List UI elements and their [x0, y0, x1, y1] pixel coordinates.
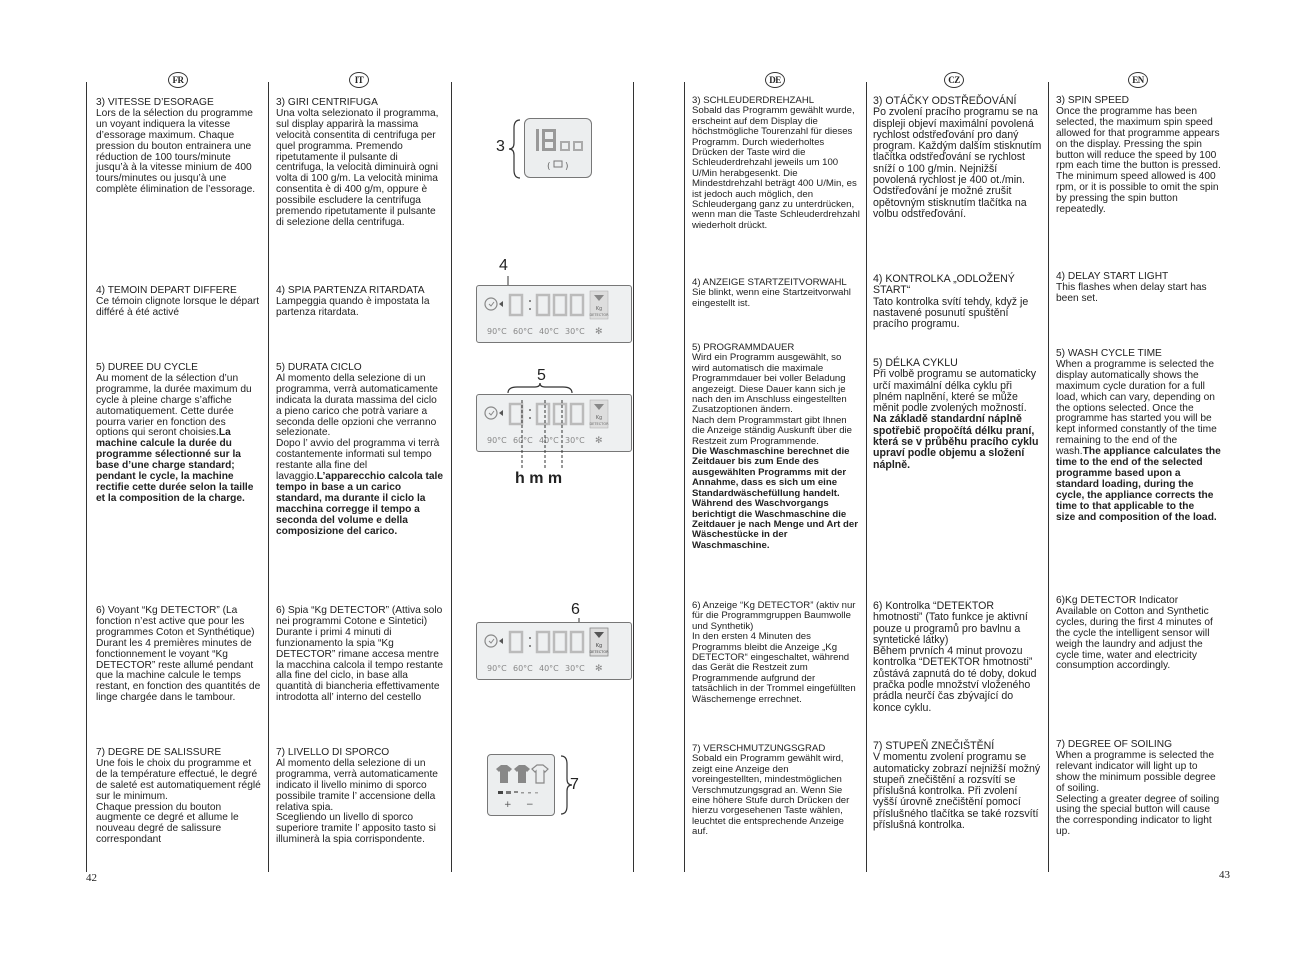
en-kg-detector: 6)Kg DETECTOR Indicator Available on Cotton and Synthetic cycles, during the first 4 minutes of the cycle the intelligent sensor will weigh the laundry and adjust the cycle time, water and electricity consumption accordingly.: [1056, 595, 1213, 672]
kg-text: Kg: [595, 306, 603, 312]
it-cycle-time-bold: L’apparecchio calcola tale tempo in base a un carico standard, ma durante il ciclo la macchina corregge il tempo a seconda del volume e della composizione del carico.: [276, 471, 444, 537]
detector-text: DETECTOR: [589, 422, 609, 426]
fr-soiling: 7) DEGRE DE SALISSURE Une fois le choix du programme et de la température effectué, le degré de saleté est automatiquement réglé sur le minimum. Chaque pression du bouton augmente ce degré et allume le nouveau degré de salissure correspondant: [96, 747, 261, 846]
fr-kg-detector: 6) Voyant “Kg DETECTOR” (La fonction n’est active que pour les programmes Coton et Synthétique) Durant les 4 premières minutes de fonctionnement le voyant “Kg DETECTOR” reste allumé pendant que la machine calcule le temps restant, en fonction des quantités de linge chargée dans le tambour.: [96, 605, 261, 704]
cz-spin-speed: 3) OTÁČKY ODSTŘEĎOVÁNÍ Po zvolení pracího programu se na displeji objeví maximální povolená rychlost odstřeďování pro daný program. Každým dalším stisknutím tlačítka odstřeďování se rychlost sníží o 100 g/min. Nejnižší povolená rychlost je 400 ot./min. Odstřeďování je možné zrušit opětovným stisknutím tlačítka na volbu odstřeďování.: [873, 95, 1042, 220]
en-cycle-time-text: 5) WASH CYCLE TIME When a programme is selected the display automatically shows the maximum cycle duration for a full load, which can vary, depending on the options selected. Once the programme has started you will be kept informed constantly of the time remaining to the end of the wash.: [1056, 348, 1217, 458]
temp-40: 40°C: [539, 436, 559, 445]
minus-text: −: [526, 800, 534, 810]
cz-cycle-time-bold: Na základě standardní náplně spotřebič propočítá délku praní, která se v průběhu pracího cyklu upraví podle objemu a složení náplně.: [873, 413, 1039, 471]
cz-soiling: 7) STUPEŇ ZNEČIŠTĚNÍ V momentu zvolení programu se automaticky zobrazí nejnižší možný stupeň znečištění a rozsvítí se příslušná kontrolka. Při zvolení vyšší úrovně znečištění pomocí příslušného tlačítka se také rozsvítí příslušná kontrolka.: [873, 740, 1041, 832]
kg-text: Kg: [595, 415, 603, 421]
en-spin-speed: 3) SPIN SPEED Once the programme has been selected, the maximum spin speed allowed for that programme appears on the display. Pressing the spin button will reduce the speed by 100 rpm each time the button is pressed. The minimum speed allowed is 400 rpm, or it is possible to omit the spin by pressing the spin button repeatedly.: [1056, 95, 1221, 216]
display-panel-4: [476, 285, 632, 343]
temp-40: 40°C: [539, 664, 559, 673]
cz-cycle-time-text: 5) DÉLKA CYKLU Při volbě programu se automaticky určí maximální délka cyklu při plném naplnění, které se může měnit podle zvolených možností.: [873, 357, 1037, 415]
svg-text:✻: ✻: [595, 327, 603, 337]
en-cycle-time-bold: The appliance calculates the time to the end of the selected programme based upon a standard loading, during the cycle, the appliance corrects the time to that applicable to the size and composition of the load.: [1056, 446, 1221, 523]
label-7: 7: [570, 776, 579, 793]
de-spin-speed: 3) SCHLEUDERDREHZAHL Sobald das Programm gewählt wurde, erscheint auf dem Display die höchstmögliche Tourenzahl für dieses Programm. Durch wiederholtes Drücken der Taste wird die Schleuderdrehzahl jeweils um 100 U/Min herabgesenkt. Die Mindestdrehzahl beträgt 400 U/Min, es ist jedoch auch möglich, den Schleudergang ganz zu unterdrücken, wenn man die Taste Schleuderdrehzahl wiederholt drückt.: [692, 95, 860, 231]
cz-kg-detector: 6) Kontrolka “DETEKTOR hmotnosti” (Tato funkce je aktivní pouze u programů pro bavlnu a syntetické látky) Během prvních 4 minut provozu kontrolka “DETEKTOR hmotnosti” zůstává zapnutá do té doby, dokud pračka podle množství vloženého prádla neurčí čas zbývající do konce cyklu.: [873, 600, 1037, 714]
display-4-icon: [477, 286, 633, 344]
svg-text:✻: ✻: [595, 436, 603, 446]
column-divider: [684, 82, 685, 872]
page-number-left: 42: [86, 872, 97, 884]
hmm-pointers: [515, 400, 575, 468]
temp-30: 30°C: [565, 436, 585, 445]
it-cycle-time-text: 5) DURATA CICLO Al momento della selezione di un programma, verrà automaticamente indicata la durata massima del ciclo a pieno carico che potrà variare a seconda delle opzioni che verranno selezionate. Dopo l’ avvio del programma vi terrà costantemente informati sul tempo restante alla fine del lavaggio.: [276, 362, 440, 483]
en-cycle-time: [1056, 349, 1224, 524]
brace-5: [507, 382, 573, 394]
de-badge: DE: [765, 72, 785, 88]
display-6-icon: [477, 623, 633, 681]
it-cycle-time: [276, 363, 444, 538]
label-3: 3: [496, 138, 505, 155]
temp-40: 40°C: [539, 327, 559, 336]
de-cycle-time-text: 5) PROGRAMMDAUER Wird ein Programm ausgewählt, so wird automatisch die maximale Programmdauer bei voller Beladung angezeigt. Diese Dauer kann sich je nach den im Anschluss eingestellten Zusatzoptionen ändern. Nach dem Programmstart gibt Ihnen die Anzeige ständig Auskunft über die Restzeit zum Programmende.: [692, 342, 853, 447]
column-divider: [268, 82, 269, 872]
en-soiling: 7) DEGREE OF SOILING When a programme is selected the relevant indicator will light up to show the minimum possible degree of soiling. Selecting a greater degree of soiling using the special button will cause the corresponding indicator to light up.: [1056, 739, 1220, 838]
cz-cycle-time: [873, 358, 1043, 471]
de-kg-detector: 6) Anzeige “Kg DETECTOR” (aktiv nur für die Programmgruppen Baumwolle und Synthetik) In den ersten 4 Minuten des Programms bleibt die Anzeige „Kg DETECTOR“ eingeschaltet, während das Gerät die Restzeit zum Programmende aufgrund der tatsächlich in der Trommel eingefüllten Wäschemenge errechnet.: [692, 600, 856, 705]
svg-text:): ): [565, 162, 569, 172]
page-number-right: 43: [1219, 869, 1230, 881]
en-delay-start: 4) DELAY START LIGHT This flashes when delay start has been set.: [1056, 271, 1207, 304]
de-cycle-time: [692, 343, 860, 551]
it-spin-speed: 3) GIRI CENTRIFUGA Una volta selezionato il programma, sul display apparirà la massima velocità consentita di centrifuga per quel programma. Premendo ripetutamente il pulsante di centrifuga, la velocità diminuirà ogni volta di 100 g/m. La velocità minima consentita è di 400 g/m, oppure è possibile escludere la centrifuga premendo ripetutamente il pulsante di selezione della centrifuga.: [276, 97, 439, 228]
de-cycle-time-bold: Die Waschmaschine berechnet die Zeitdauer bis zum Ende des ausgewählten Programms mit der Annahme, dass es sich um eine Standardwäschefüllung handelt. Während des Waschvorgangs berichtigt die Waschmaschine die Zeitdauer je nach Menge und Art der Wäschestücke in der Waschmaschine.: [692, 446, 858, 551]
de-soiling: 7) VERSCHMUTZUNGSGRAD Sobald ein Programm gewählt wird, zeigt eine Anzeige den voreingestellten, mindestmöglichen Verschmutzungsgrad an. Wenn Sie eine höhere Stufe durch Drücken der hierzu vorgesehenen Taste wählen, leuchtet die entsprechende Anzeige auf.: [692, 743, 850, 838]
svg-text:(: (: [547, 162, 551, 172]
brace-3: [508, 118, 522, 180]
column-divider: [451, 82, 452, 872]
it-soiling: 7) LIVELLO DI SPORCO Al momento della selezione di un programma, verrà automaticamente indicato il livello minimo di sporco possibile tramite l’ accensione della relativa spia. Scegliendo un livello di sporco superiore tramite l’ apposito tasto si illuminerà la spia corrispondente.: [276, 747, 438, 846]
column-divider: [866, 82, 867, 872]
display-panel-6: [476, 622, 632, 680]
fr-spin-speed: 3) VITESSE D’ESORAGE Lors de la sélection du programme un voyant indiquera la vitesse d’essorage maximum. Chaque pression du bouton entrainera une réduction de 100 tours/minute jusqu’à à la vitesse minium de 400 tours/minutes ou jusqu’à une complète élimination de l’essorage.: [96, 97, 256, 196]
spin-digits-icon: [525, 119, 593, 179]
temp-30: 30°C: [565, 327, 585, 336]
en-column: [1056, 0, 1224, 838]
temp-90: 90°C: [487, 436, 507, 445]
it-delay-start: 4) SPIA PARTENZA RITARDATA Lampeggia quando è impostata la partenza ritardata.: [276, 285, 430, 318]
fr-delay-start: 4) TEMOIN DEPART DIFFERE Ce témoin clignote lorsque le départ différé à été activé: [96, 285, 260, 318]
it-badge: IT: [349, 72, 369, 88]
soiling-panel: [487, 754, 555, 816]
it-column: [276, 0, 444, 846]
temp-90: 90°C: [487, 327, 507, 336]
fr-cycle-time-bold: La machine calcule la durée du programme sélectionné sur la base d’une charge standard; pendant le cycle, la machine rectifie cette durée selon la taille et la composition de la charge.: [96, 427, 254, 504]
kg-text: Kg: [595, 643, 603, 649]
detector-text: DETECTOR: [589, 650, 609, 654]
cz-badge: CZ: [944, 72, 964, 88]
spin-display-panel: [524, 118, 592, 178]
label-5: 5: [537, 367, 546, 384]
temp-90: 90°C: [487, 664, 507, 673]
detector-text: DETECTOR: [589, 313, 609, 317]
temp-60: 60°C: [513, 664, 533, 673]
column-divider: [1048, 82, 1049, 872]
de-delay-start: 4) ANZEIGE STARTZEITVORWAHL Sie blinkt, wenn eine Startzeitvorwahl eingestellt ist.: [692, 277, 851, 309]
hmm-label: h m m: [515, 470, 563, 487]
column-divider: [86, 82, 87, 872]
cz-delay-start: 4) KONTROLKA „ODLOŽENÝ START“ Tato kontrolka svítí tehdy, když je nastavené posunutí spuštění pracího programu.: [873, 273, 1029, 331]
it-kg-detector: 6) Spia “Kg DETECTOR” (Attiva solo nei programmi Cotone e Sintetici) Durante i primi 4 minuti di funzionamento la spia “Kg DETECTOR” rimane accesa mentre la macchina calcola il tempo restante alla fine del ciclo, in base alla quantità di biancheria effettivamente introdotta all’ interno del cestello: [276, 605, 444, 704]
soiling-icon: [488, 755, 556, 817]
fr-cycle-time: [96, 363, 261, 505]
temp-60: 60°C: [513, 327, 533, 336]
fr-cycle-time-text: 5) DUREE DU CYCLE Au moment de la sélection d’un programme, la durée maximum du cycle à pleine charge s’affiche automatiquement. Cette durée pourra varier en fonction des options qui seront choisies.: [96, 362, 252, 439]
temp-30: 30°C: [565, 664, 585, 673]
plus-text: +: [504, 800, 512, 810]
fr-badge: FR: [168, 72, 188, 88]
column-divider: [633, 82, 634, 872]
svg-text:✻: ✻: [595, 664, 603, 674]
label-6: 6: [571, 601, 580, 618]
de-column: [692, 0, 860, 838]
en-badge: EN: [1128, 72, 1148, 88]
temp-60: 60°C: [513, 436, 533, 445]
label-4: 4: [499, 257, 508, 274]
